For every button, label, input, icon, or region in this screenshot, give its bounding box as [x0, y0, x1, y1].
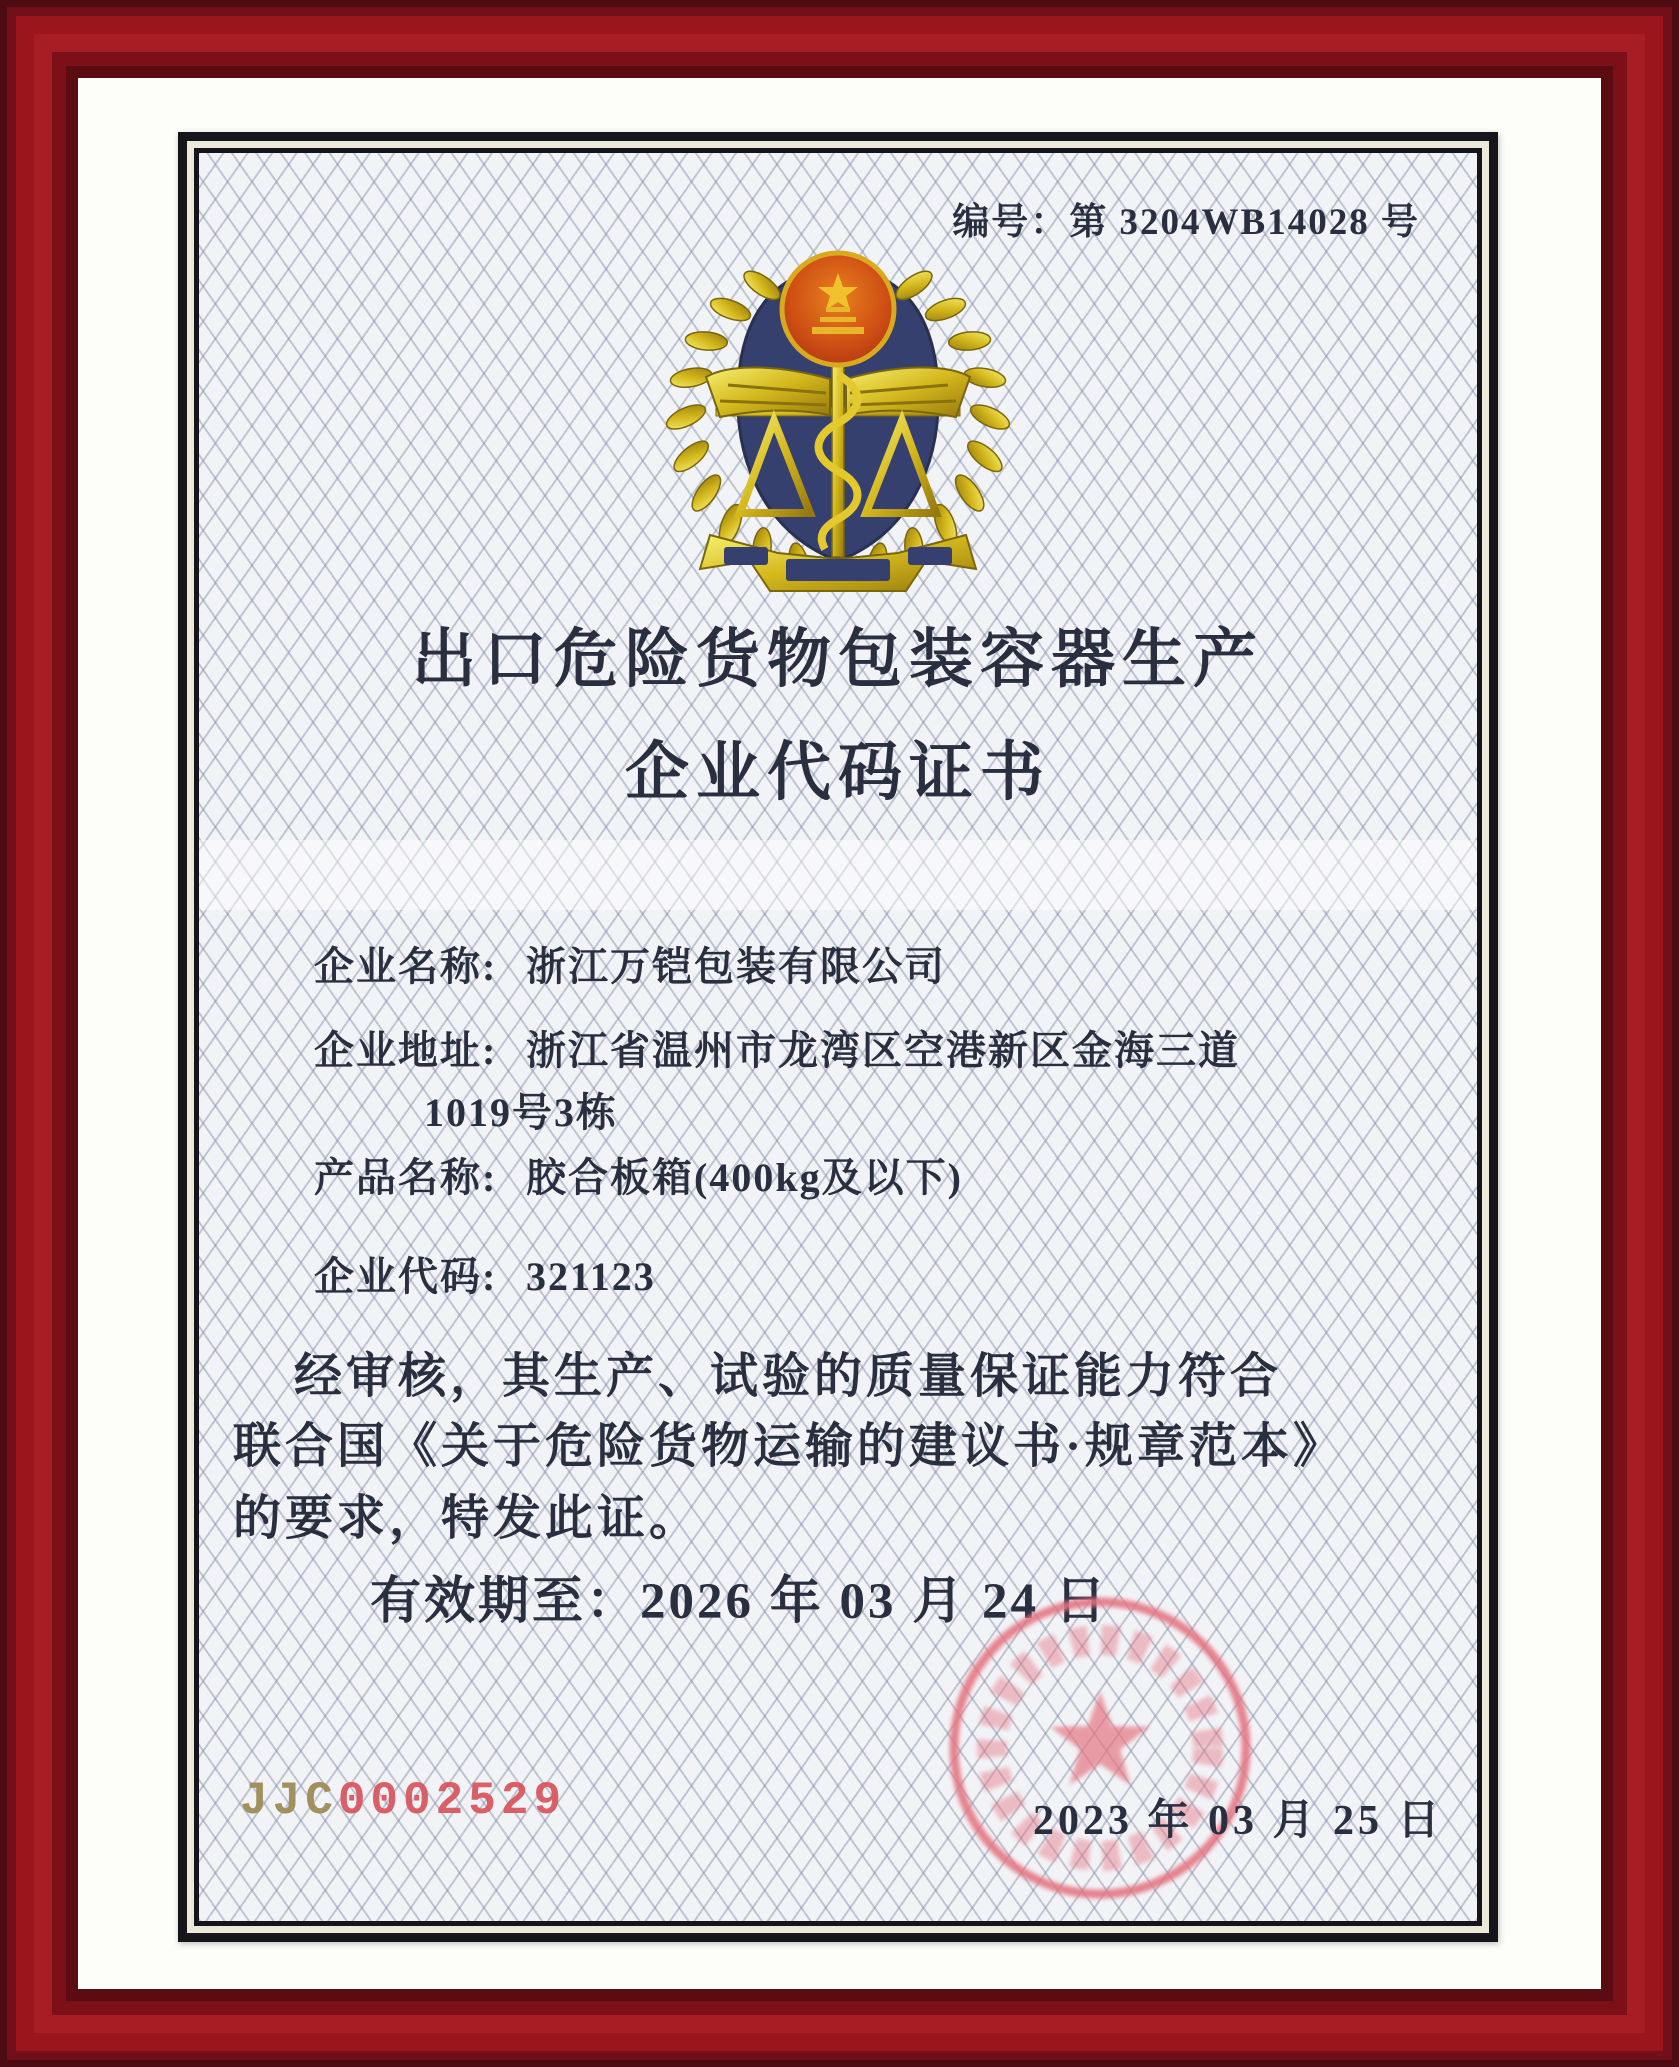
- national-emblem-icon: [782, 253, 894, 365]
- certificate-number-value: 第 3204WB14028 号: [1069, 202, 1420, 243]
- body-paragraph-line1: 经审核，其生产、试验的质量保证能力符合: [294, 1350, 1283, 1403]
- certificate-paper: [194, 148, 1482, 1926]
- enterprise-address-label: 企业地址:: [314, 1028, 498, 1073]
- enterprise-address-value-line2: 1019号3栋: [424, 1090, 618, 1135]
- certificate-title-line1: 出口危险货物包装容器生产: [412, 624, 1264, 695]
- enterprise-address-value-line1: 浙江省温州市龙湾区空港新区金海三道: [526, 1028, 1240, 1073]
- certificate-number-row: [952, 191, 1420, 245]
- matte: [92, 132, 1588, 1942]
- product-name-label: 产品名称:: [314, 1155, 498, 1200]
- enterprise-code-row: [314, 1245, 656, 1302]
- enterprise-code-label: 企业代码:: [314, 1254, 498, 1299]
- product-name-row: [314, 1146, 963, 1203]
- product-name-value: 胶合板箱(400kg及以下): [526, 1155, 963, 1200]
- print-serial-prefix: JJC: [240, 1775, 338, 1827]
- certificate-number-label: 编号：: [952, 202, 1070, 243]
- certificate: [178, 132, 1498, 1942]
- official-seal-icon: [945, 1593, 1255, 1903]
- ciq-emblem-icon: [658, 217, 1018, 602]
- body-paragraph-line2: 联合国《关于危险货物运输的建议书·规章范本》: [233, 1420, 1346, 1473]
- star-icon: [1051, 1691, 1150, 1785]
- enterprise-name-label: 企业名称:: [314, 944, 498, 989]
- enterprise-name-row: [314, 935, 946, 992]
- validity-line: 有效期至：2026 年 03 月 24 日: [370, 1574, 1109, 1630]
- enterprise-name-value: 浙江万铠包装有限公司: [526, 944, 946, 989]
- print-serial-digits: 0002529: [337, 1775, 567, 1827]
- enterprise-address-row: [314, 1019, 1240, 1076]
- body-paragraph-line3: 的要求，特发此证。: [233, 1492, 702, 1545]
- print-serial: [240, 1775, 566, 1827]
- certificate-title-line2: 企业代码证书: [625, 737, 1051, 808]
- enterprise-code-value: 321123: [526, 1254, 656, 1299]
- scan-light-band: [199, 840, 1477, 910]
- issue-date: 2023 年 03 月 25 日: [1033, 1798, 1444, 1844]
